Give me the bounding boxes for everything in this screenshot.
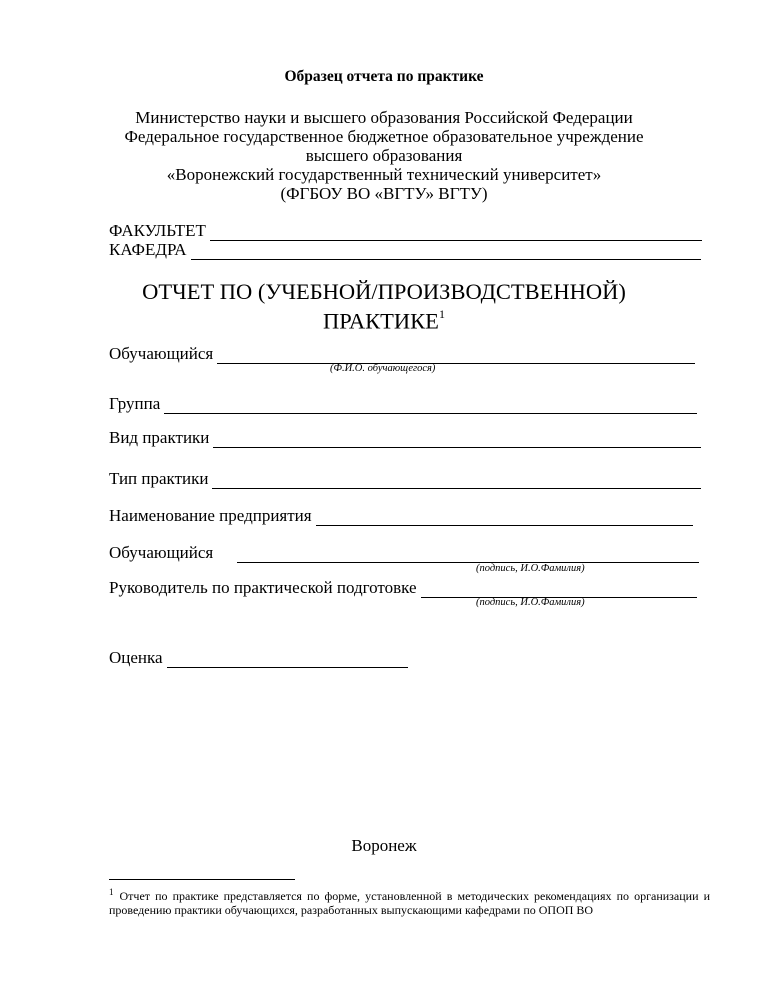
city: Воронеж [351,836,417,855]
supervisor-input-line[interactable] [421,583,697,598]
report-title-line1: ОТЧЕТ ПО (УЧЕБНОЙ/ПРОИЗВОДСТВЕННОЙ) [142,279,626,304]
student-input-line[interactable] [217,349,695,364]
enterprise-input-line[interactable] [316,511,693,526]
footnote [109,886,710,917]
student-signature-row [109,543,699,563]
supervisor-row [109,578,697,598]
faculty-input-line[interactable] [210,226,702,241]
enterprise-label: Наименование предприятия [109,506,312,525]
student-row [109,344,695,364]
report-title-word: ПРАКТИКЕ [323,308,439,334]
enterprise-row [109,506,693,526]
practice-type-label: Тип практики [109,469,209,488]
practice-type-input-line[interactable] [212,474,701,489]
footnote-mark: 1 [109,887,114,897]
footnote-divider [109,879,295,880]
grade-label: Оценка [109,648,163,667]
faculty-label: ФАКУЛЬТЕТ [109,221,206,240]
footnote-reference: 1 [438,307,445,321]
student-signature-hint: (подпись, И.О.Фамилия) [476,563,585,574]
ministry-line: Министерство науки и высшего образования Российской Федерации [135,108,633,127]
student-hint: (Ф.И.О. обучающегося) [330,363,436,374]
group-row [109,394,697,414]
department-input-line[interactable] [191,245,701,260]
department-row [109,240,701,260]
student-signature-input-line[interactable] [237,548,699,563]
university-abbr-line: (ФГБОУ ВО «ВГТУ» ВГТУ) [280,184,488,203]
footnote-text: Отчет по практике представляется по форме, установленной в методических рекомендациях по организации и проведению практики обучающихся, разработанных выпускающими кафедрами по ОПОП ВО [109,889,710,917]
grade-row [109,648,408,668]
university-name-line: «Воронежский государственный технический университет» [166,165,602,184]
practice-kind-input-line[interactable] [213,433,701,448]
institution-type-line: Федеральное государственное бюджетное образовательное учреждение [124,127,644,146]
student-signature-label: Обучающийся [109,543,214,562]
practice-kind-label: Вид практики [109,428,210,447]
department-label: КАФЕДРА [109,240,187,259]
student-label: Обучающийся [109,344,214,363]
group-label: Группа [109,394,161,413]
supervisor-label: Руководитель по практической подготовке [109,578,417,597]
grade-input-line[interactable] [167,653,408,668]
group-input-line[interactable] [164,399,697,414]
page-title: Образец отчета по практике [284,68,484,85]
supervisor-signature-hint: (подпись, И.О.Фамилия) [476,597,585,608]
report-title-line2 [0,303,768,335]
education-level-line: высшего образования [305,146,463,165]
faculty-row [109,221,702,241]
practice-type-row [109,469,701,489]
practice-kind-row [109,428,701,448]
